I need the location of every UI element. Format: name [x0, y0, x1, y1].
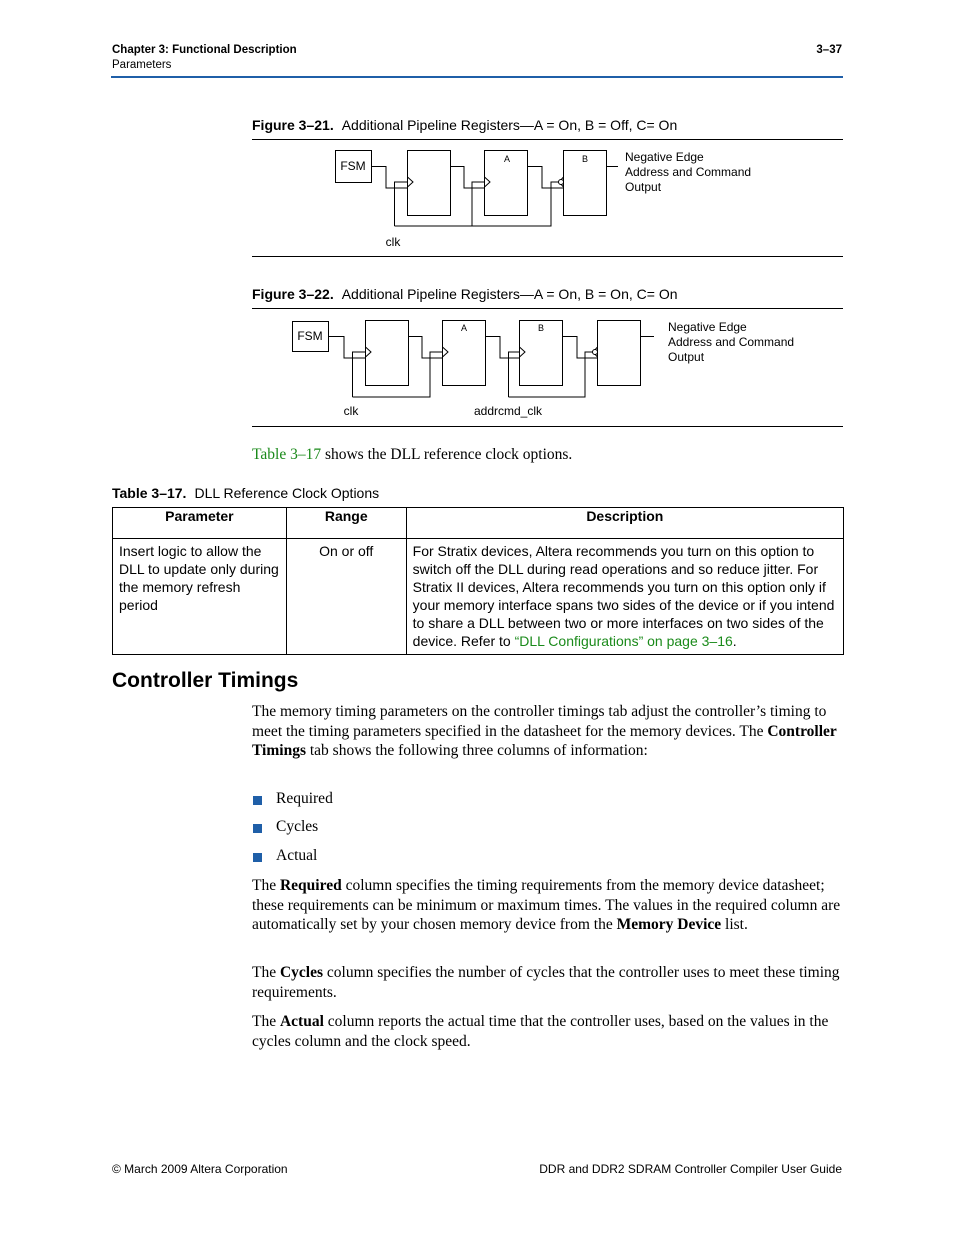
negative-edge-bubble — [593, 350, 598, 355]
p4-text-b: column reports the actual time that the controller uses, based on the values in the cycles column and the clock speed. — [252, 1013, 829, 1050]
figure-22-diagram — [252, 309, 843, 426]
p4-text-a: The — [252, 1013, 280, 1030]
bullet-marker — [253, 853, 262, 862]
paragraph-cycles — [252, 963, 844, 1002]
p3-bold: Cycles — [279, 964, 324, 981]
p1-text-b: tab shows the following three columns of information: — [306, 742, 648, 760]
figure-21-number: Figure 3–21. — [252, 117, 334, 133]
output-label-line-3: Output — [625, 180, 662, 194]
output-label-line-1: Negative Edge — [668, 320, 747, 334]
register-1 — [408, 151, 451, 216]
output-label-line-2: Address and Command — [625, 165, 752, 179]
register-b-label: B — [581, 154, 589, 164]
figure-21-diagram — [252, 140, 843, 256]
addrcmd-clk-label: addrcmd_clk — [473, 404, 543, 418]
header-description: Description — [406, 508, 843, 539]
table-reference-sentence — [252, 446, 572, 464]
figure-21-bottom-rule — [252, 256, 843, 257]
table-title: DLL Reference Clock Options — [194, 485, 380, 501]
p2-bold-memory-device: Memory Device — [616, 916, 722, 934]
dll-reference-clock-table — [112, 507, 844, 655]
output-label-line-1: Negative Edge — [625, 150, 704, 164]
bullet-item-required: Required — [276, 790, 333, 807]
clk-label: clk — [343, 404, 359, 418]
paragraph-required — [252, 876, 844, 935]
paragraph-1 — [252, 702, 844, 761]
table-caption — [112, 485, 379, 501]
cell-description — [406, 539, 843, 655]
clock-triangle-1 — [366, 347, 372, 357]
register-c — [598, 321, 641, 386]
register-1 — [366, 321, 409, 386]
p2-text-a: The — [252, 877, 280, 894]
p4-bold: Actual — [279, 1013, 324, 1030]
page-number: 3–37 — [816, 44, 842, 56]
header-parameter: Parameter — [113, 508, 287, 539]
paragraph-actual — [252, 1012, 844, 1051]
p1-bold: Controller Timings — [252, 722, 837, 760]
figure-22-caption — [252, 286, 678, 302]
header-range: Range — [286, 508, 406, 539]
cell-parameter: Insert logic to allow the DLL to update only during the memory refresh period — [113, 539, 287, 655]
fsm-label: FSM — [340, 159, 366, 173]
p3-text-a: The — [252, 964, 280, 981]
bullet-item-actual: Actual — [276, 847, 318, 864]
figure-21-title: Additional Pipeline Registers—A = On, B = Off, C= On — [341, 117, 678, 133]
clock-triangle-b — [520, 347, 526, 357]
register-a-label: A — [503, 154, 511, 164]
figure-22-bottom-rule — [252, 426, 843, 427]
running-header-chapter: Chapter 3: Functional Description — [112, 44, 297, 56]
register-a-label: A — [460, 323, 468, 333]
clock-triangle-1 — [408, 177, 414, 187]
dll-configurations-link[interactable]: “DLL Configurations” on page 3–16 — [514, 633, 733, 649]
header-rule — [111, 76, 843, 78]
register-b-label: B — [537, 323, 545, 333]
p2-text-c: list. — [721, 916, 748, 934]
bullet-marker — [253, 824, 262, 833]
table-row — [113, 539, 844, 655]
fsm-label: FSM — [297, 329, 323, 343]
table-3-17-link[interactable]: Table 3–17 — [252, 446, 322, 463]
footer-title: DDR and DDR2 SDRAM Controller Compiler User Guide — [539, 1162, 842, 1176]
p1-text-a: The memory timing parameters on the controller timings tab adjust the controller’s timing to meet the timing parameters specified in the datasheet for the memory devices. The — [252, 703, 827, 740]
bullet-item-cycles: Cycles — [276, 818, 319, 835]
p2-bold-required: Required — [279, 877, 342, 894]
running-header-section: Parameters — [112, 59, 172, 71]
output-label-line-2: Address and Command — [668, 335, 795, 349]
description-text: For Stratix devices, Altera recommends you turn on this option to switch off the DLL during read operations and so reduce jitter. For Stratix II devices, Altera recommends you turn on this option only if your memory interface spans two sides of the device or if you intend to share a DLL between two or more interfaces on two sides of the device. Refer to — [412, 543, 835, 649]
footer-copyright: © March 2009 Altera Corporation — [112, 1162, 288, 1176]
cell-range: On or off — [286, 539, 406, 655]
figure-22-title: Additional Pipeline Registers—A = On, B = On, C= On — [341, 286, 678, 302]
table-number: Table 3–17. — [112, 485, 187, 501]
output-label-line-3: Output — [668, 350, 705, 364]
clock-triangle-a — [485, 177, 491, 187]
figure-21-caption — [252, 117, 677, 133]
clk-label: clk — [385, 235, 401, 249]
p2-text-b: column specifies the timing requirements from the memory device datasheet; these requirements can be minimum or maximum times. The values in the required column are automatically set by your chosen memory device from the — [252, 877, 841, 934]
description-end: . — [732, 633, 737, 649]
figure-22-number: Figure 3–22. — [252, 286, 334, 302]
negative-edge-bubble — [559, 180, 564, 185]
bullet-marker — [253, 796, 262, 805]
p3-text-b: column specifies the number of cycles that the controller uses to meet these timing requirements. — [252, 964, 840, 1001]
clock-triangle-a — [443, 347, 449, 357]
intro-text: shows the DLL reference clock options. — [321, 446, 573, 463]
section-heading: Controller Timings — [112, 669, 299, 692]
table-header-row — [113, 508, 844, 539]
